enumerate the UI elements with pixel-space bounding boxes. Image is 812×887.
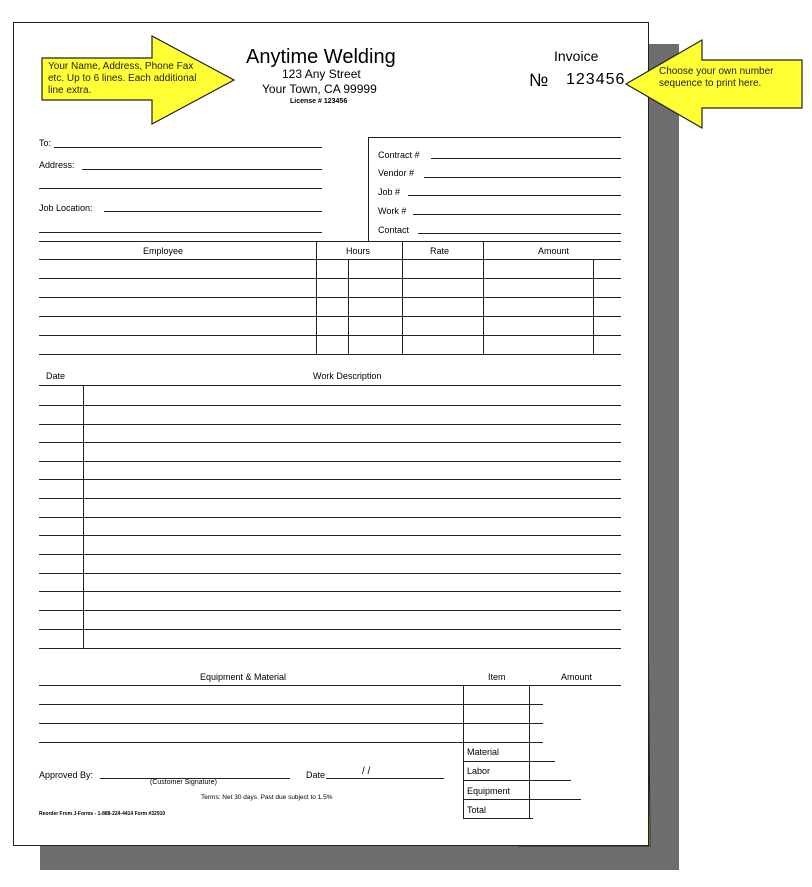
company-name: Anytime Welding [246,46,396,68]
company-street: 123 Any Street [282,67,361,81]
table-row[interactable] [39,742,463,743]
left-callout-text: Your Name, Address, Phone Fax etc. Up to 6 lines. Each additional line extra. [48,61,197,96]
table-row [463,761,555,762]
table-row[interactable] [39,648,621,649]
terms-text: Terms: Net 30 days. Past due subject to 1.5% [201,794,333,801]
date-line[interactable] [326,778,444,779]
table-row[interactable] [39,335,621,336]
table-row[interactable] [39,704,463,705]
column-divider [316,241,317,354]
job-box-left [368,137,369,241]
table-row[interactable] [39,316,621,317]
approved-by-label: Approved By: [39,770,94,780]
contract-label: Contract # [378,150,420,160]
table-row[interactable] [39,517,621,518]
column-divider [348,259,349,354]
table-row[interactable] [39,498,621,499]
reorder-text: Reorder From J-Forms - 1-888-224-4414 Form #32910 [39,811,166,817]
amount-header: Amount [538,246,570,256]
total-labor-label: Labor [467,766,491,776]
grand-total-label: Total [467,805,487,815]
job-line[interactable] [408,195,621,196]
job-location-label: Job Location: [39,203,93,213]
table-row[interactable] [39,554,621,555]
company-license: License # 123456 [290,98,348,105]
table-row[interactable] [39,723,463,724]
table-row[interactable] [39,297,621,298]
equipment-table-top [39,685,621,686]
work-line[interactable] [413,214,621,215]
table-row[interactable] [39,442,621,443]
table-row[interactable] [39,479,621,480]
table-row [463,780,571,781]
date-slashes: / / [362,766,371,777]
invoice-label: Invoice [554,48,599,64]
table-row[interactable] [39,629,621,630]
vendor-label: Vendor # [378,168,415,178]
employee-header: Employee [143,246,184,256]
table-row[interactable] [39,573,621,574]
date-header: Date [46,371,66,381]
job-box-top [368,137,621,138]
table-row[interactable] [39,535,621,536]
customer-signature-caption: (Customer Signature) [150,779,217,786]
table-row[interactable] [39,405,621,406]
rate-header: Rate [430,246,450,256]
employee-table-top [39,241,621,242]
table-row[interactable] [39,354,621,355]
column-divider [483,241,484,354]
right-callout-text: Choose your own number sequence to print here. [659,66,774,89]
address-label: Address: [39,160,75,170]
contact-line[interactable] [418,233,621,234]
table-row [463,723,543,724]
job-label: Job # [378,187,401,197]
table-row [463,818,533,819]
address-line-2[interactable] [39,188,322,189]
column-divider [593,259,594,354]
table-row [463,799,581,800]
invoice-number: 123456 [566,71,626,88]
contract-line[interactable] [431,158,621,159]
invoice-number-symbol: № [529,70,549,90]
table-row[interactable] [39,424,621,425]
table-row[interactable] [39,461,621,462]
company-city: Your Town, CA 99999 [262,82,377,96]
table-row [39,259,621,260]
equipment-amount-header: Amount [561,672,593,682]
work-description-header: Work Description [313,371,382,381]
table-row[interactable] [39,278,621,279]
job-location-line-2[interactable] [39,232,322,233]
hours-header: Hours [346,246,371,256]
vendor-line[interactable] [424,177,621,178]
item-header: Item [488,672,506,682]
to-label: To: [39,138,52,148]
table-row [463,742,543,743]
column-divider [402,241,403,354]
equipment-material-header: Equipment & Material [200,672,287,682]
table-row [463,704,543,705]
work-label: Work # [378,206,407,216]
work-table-top [39,385,621,386]
job-location-line-1[interactable] [104,211,322,212]
date-label: Date [306,770,326,780]
to-line[interactable] [54,147,322,148]
total-material-label: Material [467,747,500,757]
contact-label: Contact [378,225,410,235]
address-line-1[interactable] [82,169,322,170]
table-row[interactable] [39,610,621,611]
total-equipment-label: Equipment [467,786,511,796]
table-row[interactable] [39,591,621,592]
